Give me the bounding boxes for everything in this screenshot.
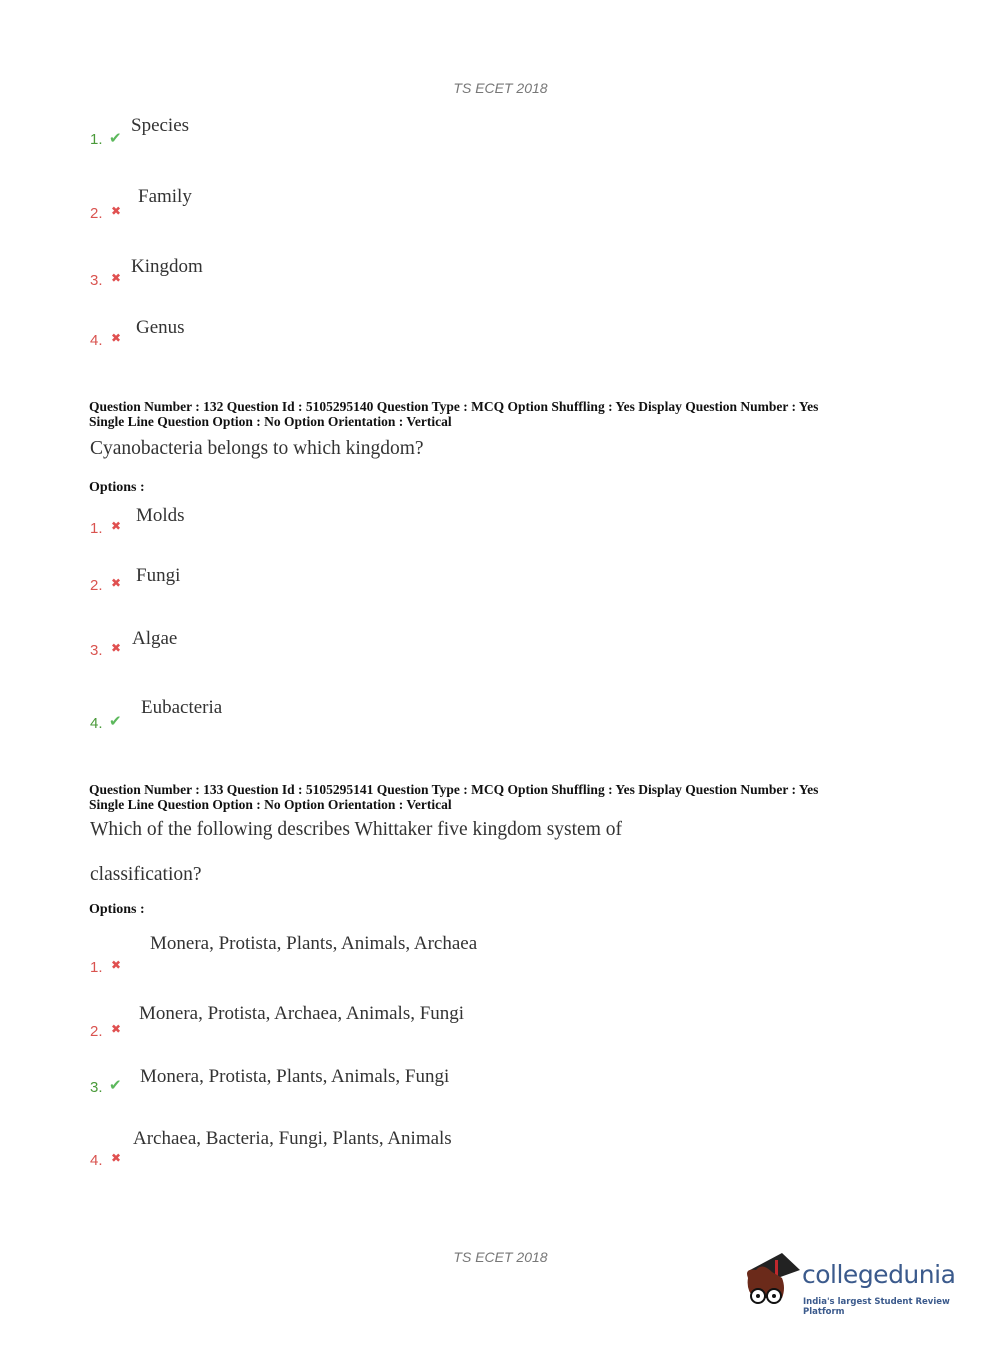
option-text: Fungi bbox=[136, 565, 181, 586]
option-text: Genus bbox=[136, 317, 185, 338]
mascot-icon bbox=[742, 1248, 802, 1318]
cross-icon: ✖ bbox=[111, 576, 122, 590]
meta-line: Single Line Question Option : No Option Orientation : Vertical bbox=[89, 413, 452, 429]
option-text: Kingdom bbox=[131, 256, 203, 277]
collegedunia-logo bbox=[742, 1248, 972, 1318]
check-icon: ✔ bbox=[109, 1076, 122, 1094]
options-label: Options : bbox=[89, 480, 145, 495]
cross-icon: ✖ bbox=[111, 331, 122, 345]
option-text: Monera, Protista, Plants, Animals, Fungi bbox=[140, 1066, 450, 1087]
cross-icon: ✖ bbox=[111, 1022, 122, 1036]
option-text: Algae bbox=[132, 628, 178, 649]
check-icon: ✔ bbox=[109, 129, 122, 147]
question-meta bbox=[89, 783, 909, 812]
meta-line: Question Number : 132 Question Id : 5105295140 Question Type : MCQ Option Shuffling : Yes Display Question Number : Yes bbox=[89, 399, 819, 414]
option-number: 4. bbox=[90, 715, 103, 732]
option-text: Family bbox=[138, 186, 192, 207]
option-number: 2. bbox=[90, 205, 103, 222]
options-label: Options : bbox=[89, 902, 145, 917]
option-number: 4. bbox=[90, 332, 103, 349]
option-number: 3. bbox=[90, 642, 103, 659]
logo-tagline: India's largest Student Review Platform bbox=[803, 1297, 950, 1317]
option-number: 1. bbox=[90, 131, 103, 148]
option-text: Molds bbox=[136, 505, 185, 526]
question-meta bbox=[89, 400, 909, 429]
option-text: Monera, Protista, Archaea, Animals, Fungi bbox=[139, 1003, 465, 1024]
meta-line: Single Line Question Option : No Option Orientation : Vertical bbox=[89, 796, 452, 812]
option-number: 2. bbox=[90, 1023, 103, 1040]
option-number: 1. bbox=[90, 959, 103, 976]
cross-icon: ✖ bbox=[111, 1151, 122, 1165]
option-number: 4. bbox=[90, 1152, 103, 1169]
question-text: Cyanobacteria belongs to which kingdom? bbox=[90, 438, 424, 459]
option-number: 1. bbox=[90, 520, 103, 537]
option-text: Eubacteria bbox=[141, 697, 223, 718]
option-number: 3. bbox=[90, 272, 103, 289]
check-icon: ✔ bbox=[109, 712, 122, 730]
cross-icon: ✖ bbox=[111, 271, 122, 285]
cross-icon: ✖ bbox=[111, 204, 122, 218]
question-text-line1: Which of the following describes Whittaker five kingdom system of bbox=[90, 819, 622, 840]
option-text: Archaea, Bacteria, Fungi, Plants, Animals bbox=[133, 1128, 452, 1149]
option-number: 3. bbox=[90, 1079, 103, 1096]
page-header: TS ECET 2018 bbox=[453, 80, 548, 96]
option-text: Monera, Protista, Plants, Animals, Archaea bbox=[150, 933, 478, 954]
page-footer: TS ECET 2018 bbox=[453, 1249, 548, 1265]
logo-name: collegedunia bbox=[802, 1260, 956, 1289]
cross-icon: ✖ bbox=[111, 641, 122, 655]
cross-icon: ✖ bbox=[111, 519, 122, 533]
meta-line: Question Number : 133 Question Id : 5105295141 Question Type : MCQ Option Shuffling : Yes Display Question Number : Yes bbox=[89, 782, 819, 797]
option-text: Species bbox=[131, 115, 190, 136]
question-text-line2: classification? bbox=[90, 864, 202, 885]
option-number: 2. bbox=[90, 577, 103, 594]
cross-icon: ✖ bbox=[111, 958, 122, 972]
